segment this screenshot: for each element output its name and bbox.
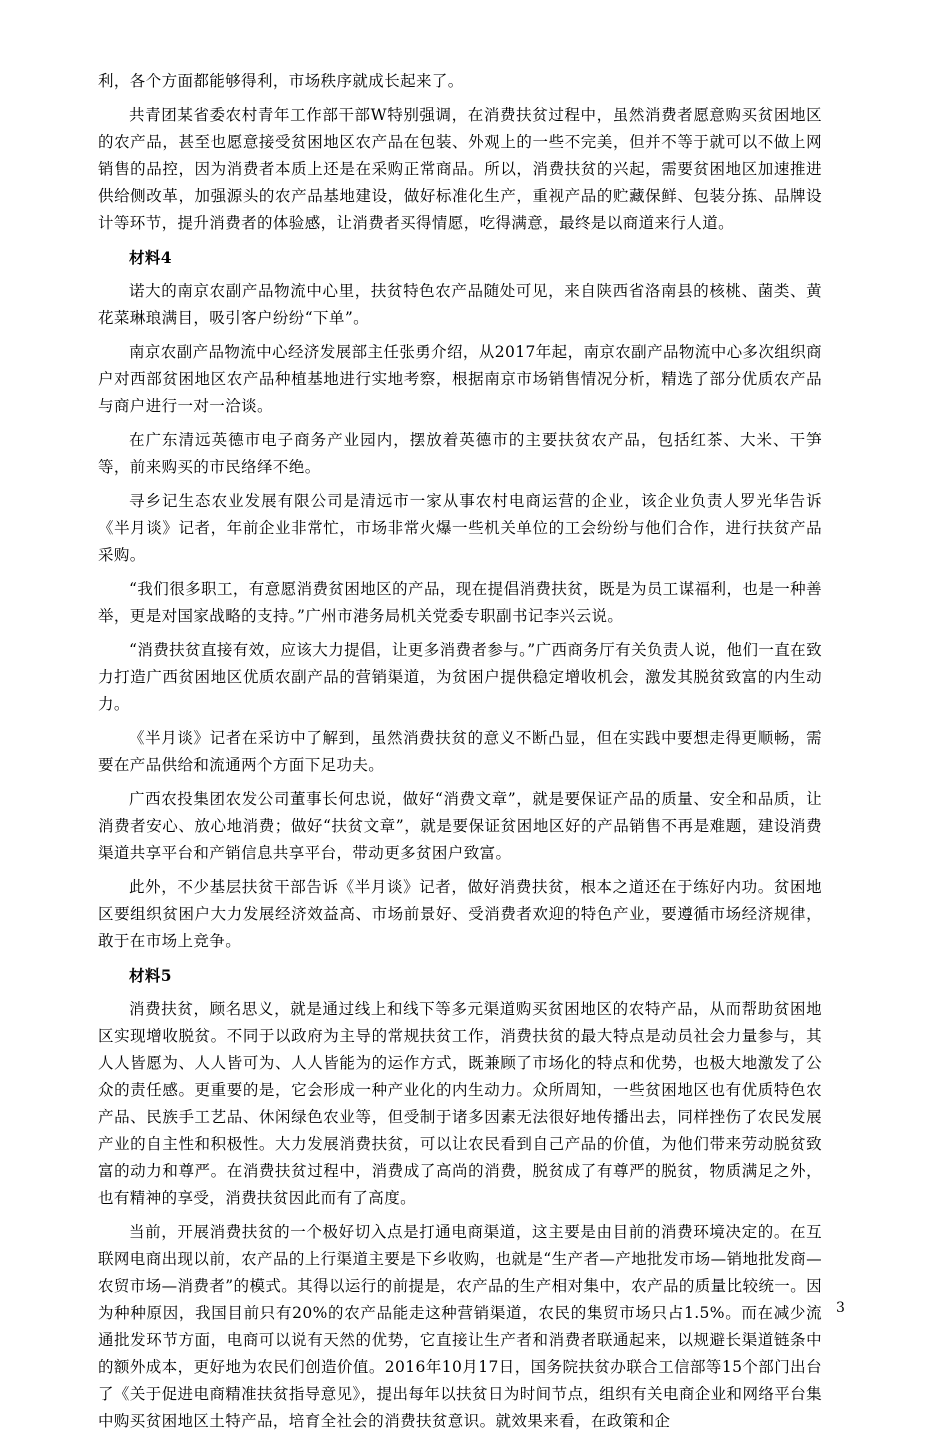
- paragraph: 共青团某省委农村青年工作部干部W特别强调，在消费扶贫过程中，虽然消费者愿意购买贫困地区的农产品，甚至也愿意接受贫困地区农产品在包装、外观上的一些不完美，但并不等于就可以不做上网销售的品控，因为消费者本质上还是在采购正常商品。所以，消费扶贫的兴起，需要贫困地区加速推进供给侧改革，加强源头的农产品基地建设，做好标准化生产，重视产品的贮藏保鲜、包装分拣、品牌设计等环节，提升消费者的体验感，让消费者买得情愿，吃得满意，最终是以商道来行人道。: [98, 106, 822, 232]
- paragraph: 此外，不少基层扶贫干部告诉《半月谈》记者，做好消费扶贫，根本之道还在于练好内功。贫困地区要组织贫困户大力发展经济效益高、市场前景好、受消费者欢迎的特色产业，要遵循市场经济规律，敢于在市场上竞争。: [98, 878, 822, 950]
- paragraph: 广西农投集团农发公司董事长何忠说，做好“消费文章”，就是要保证产品的质量、安全和品质，让消费者安心、放心地消费；做好“扶贫文章”，就是要保证贫困地区好的产品销售不再是难题，建设消费渠道共享平台和产销信息共享平台，带动更多贫困户致富。: [98, 790, 822, 862]
- page-number: 3: [836, 1300, 845, 1316]
- paragraph: 南京农副产品物流中心经济发展部主任张勇介绍，从2017年起，南京农副产品物流中心多次组织商户对西部贫困地区农产品种植基地进行实地考察，根据南京市场销售情况分析，精选了部分优质农产品与商户进行一对一洽谈。: [98, 343, 822, 415]
- paragraph: 在广东清远英德市电子商务产业园内，摆放着英德市的主要扶贫农产品，包括红茶、大米、干笋等，前来购买的市民络绎不绝。: [98, 431, 822, 476]
- section-heading: 材料5: [129, 966, 172, 985]
- paragraph: 消费扶贫，顾名思义，就是通过线上和线下等多元渠道购买贫困地区的农特产品，从而帮助贫困地区实现增收脱贫。不同于以政府为主导的常规扶贫工作，消费扶贫的最大特点是动员社会力量参与，其人人皆愿为、人人皆可为、人人皆能为的运作方式，既兼顾了市场化的特点和优势，也极大地激发了公众的责任感。更重要的是，它会形成一种产业化的内生动力。众所周知，一些贫困地区也有优质特色农产品、民族手工艺品、休闲绿色农业等，但受制于诸多因素无法很好地传播出去，同样挫伤了农民发展产业的自主性和积极性。大力发展消费扶贫，可以让农民看到自己产品的价值，为他们带来劳动脱贫致富的动力和尊严。在消费扶贫过程中，消费成了高尚的消费，脱贫成了有尊严的脱贫，物质满足之外，也有精神的享受，消费扶贫因此而有了高度。: [98, 1000, 822, 1207]
- paragraph: 诺大的南京农副产品物流中心里，扶贫特色农产品随处可见，来自陕西省洛南县的核桃、菌类、黄花菜琳琅满目，吸引客户纷纷“下单”。: [98, 282, 822, 327]
- section-heading: 材料4: [129, 248, 172, 267]
- paragraph: 《半月谈》记者在采访中了解到，虽然消费扶贫的意义不断凸显，但在实践中要想走得更顺畅，需要在产品供给和流通两个方面下足功夫。: [98, 729, 822, 774]
- document-body: [98, 68, 822, 1442]
- paragraph: 寻乡记生态农业发展有限公司是清远市一家从事农村电商运营的企业，该企业负责人罗光华告诉《半月谈》记者，年前企业非常忙，市场非常火爆一些机关单位的工会纷纷与他们合作，进行扶贫产品采购。: [98, 492, 822, 564]
- paragraph: “消费扶贫直接有效，应该大力提倡，让更多消费者参与。”广西商务厅有关负责人说，他们一直在致力打造广西贫困地区优质农副产品的营销渠道，为贫困户提供稳定增收机会，激发其脱贫致富的内生动力。: [98, 641, 822, 713]
- paragraph: 当前，开展消费扶贫的一个极好切入点是打通电商渠道，这主要是由目前的消费环境决定的。在互联网电商出现以前，农产品的上行渠道主要是下乡收购，也就是“生产者—产地批发市场—销地批发商—农贸市场—消费者”的模式。其得以运行的前提是，农产品的生产相对集中，农产品的质量比较统一。因为种种原因，我国目前只有20%的农产品能走这种营销渠道，农民的集贸市场只占1.5%。而在减少流通批发环节方面，电商可以说有天然的优势，它直接让生产者和消费者联通起来，以规避长渠道链条中的额外成本，更好地为农民们创造价值。2016年10月17日，国务院扶贫办联合工信部等15个部门出台了《关于促进电商精准扶贫指导意见》，提出每年以扶贫日为时间节点，组织有关电商企业和网络平台集中购买贫困地区土特产品，培育全社会的消费扶贫意识。就效果来看，在政策和企: [98, 1223, 822, 1430]
- paragraph: “我们很多职工，有意愿消费贫困地区的产品，现在提倡消费扶贫，既是为员工谋福利，也是一种善举，更是对国家战略的支持。”广州市港务局机关党委专职副书记李兴云说。: [98, 580, 822, 625]
- paragraph: 利，各个方面都能够得利，市场秩序就成长起来了。: [98, 72, 464, 90]
